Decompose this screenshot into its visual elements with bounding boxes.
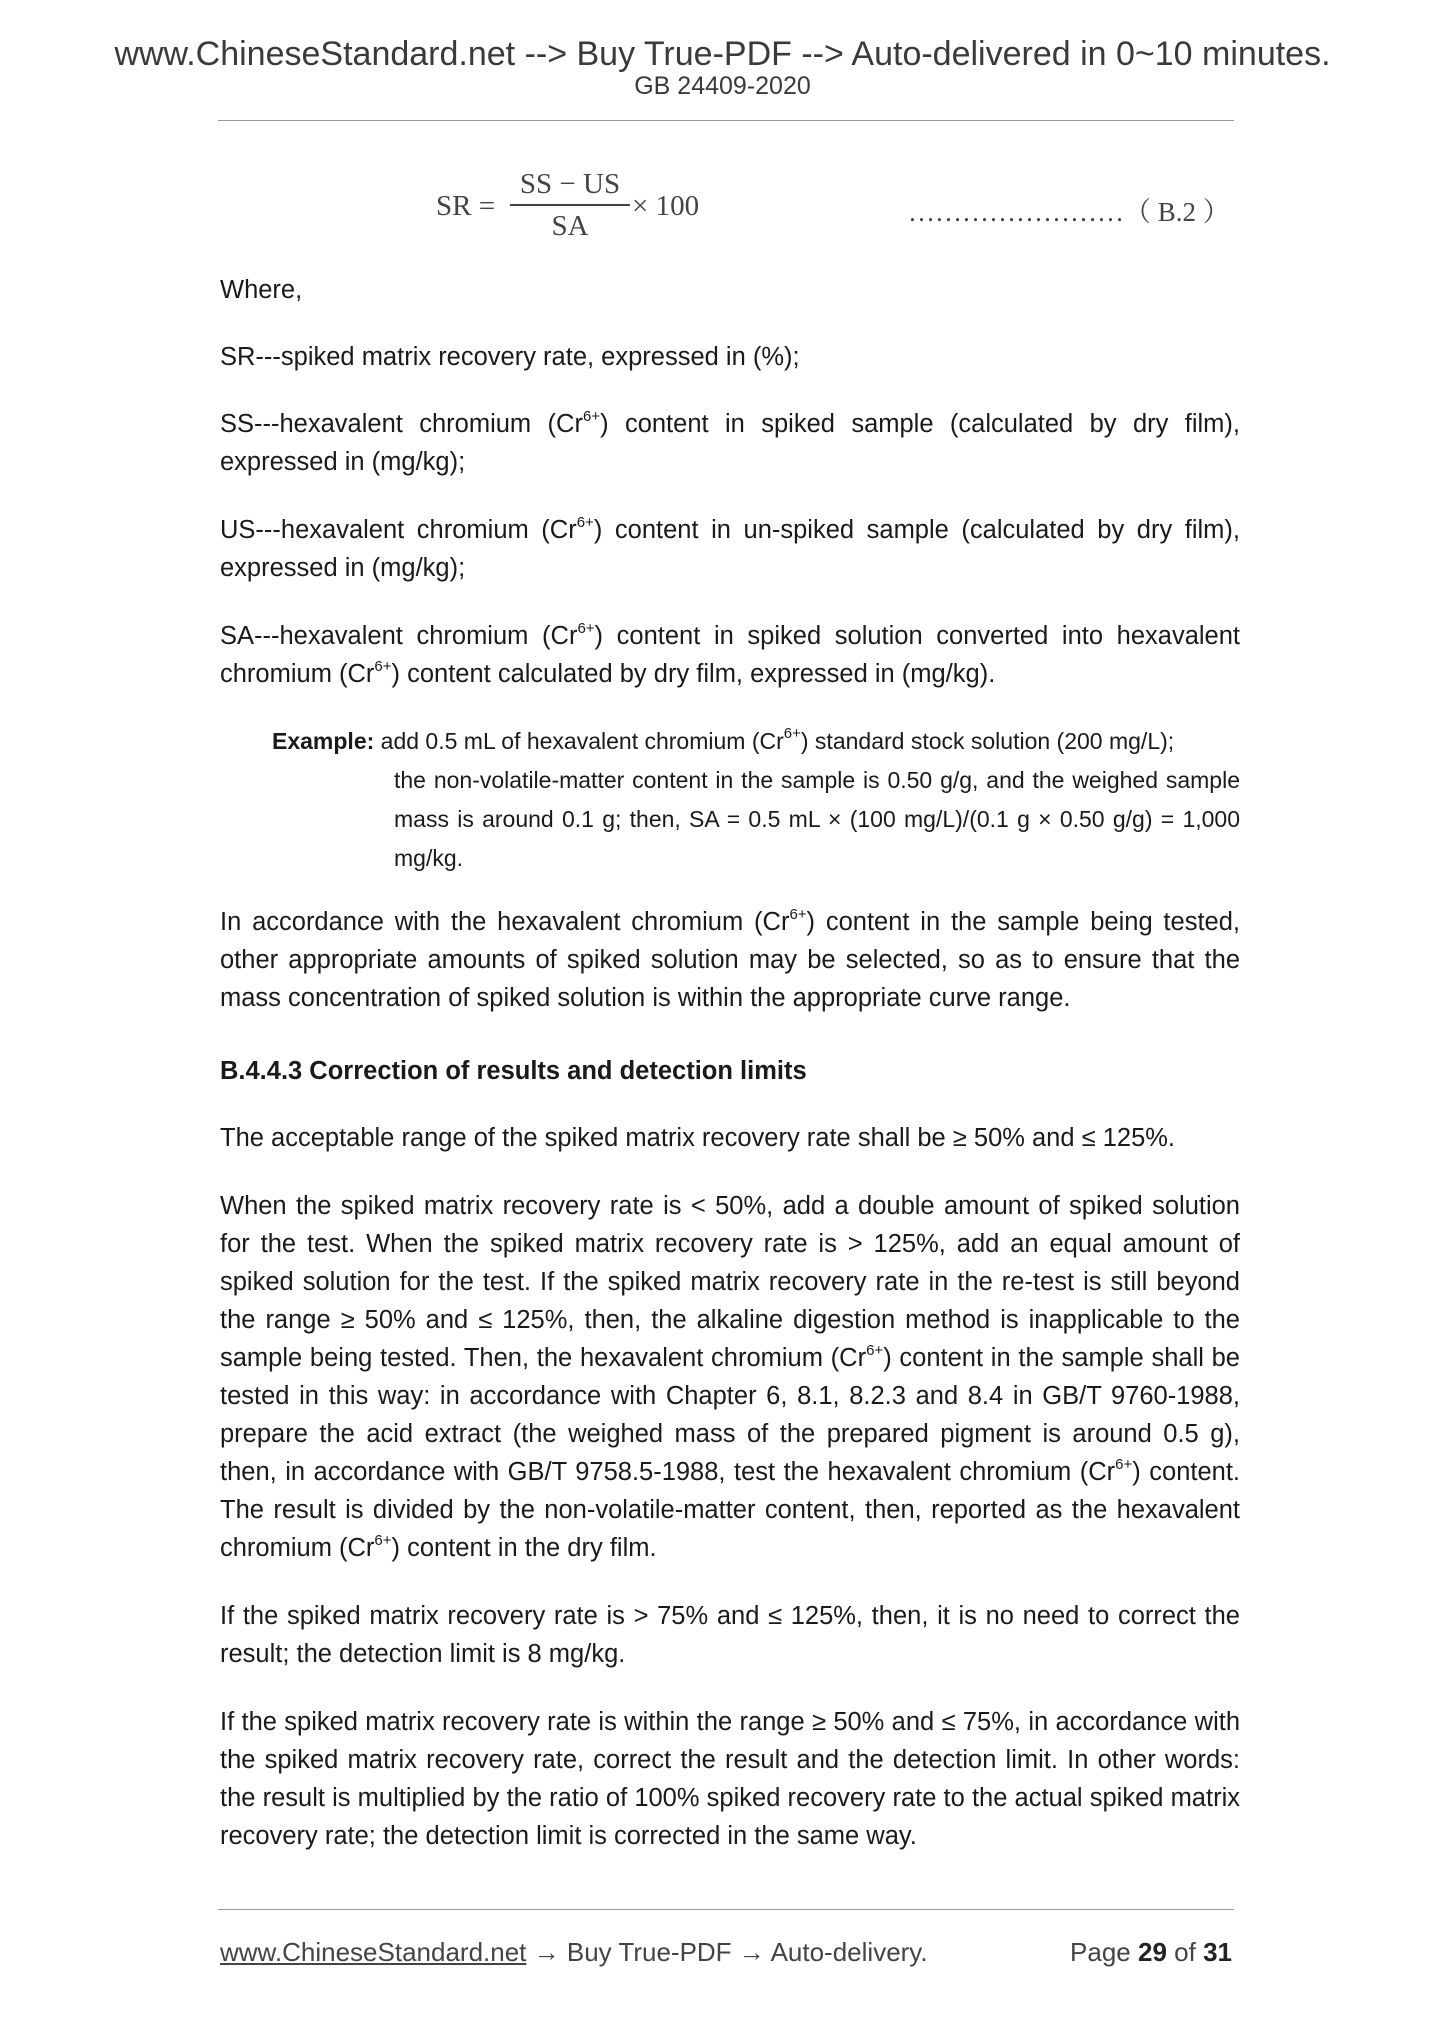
us-definition: US---hexavalent chromium $(Cr^{6+})$ content in un-spiked sample (calculated by dry film), expressed in (mg/kg); — [220, 513, 1241, 582]
formula-denominator: SA — [551, 210, 589, 242]
ss-definition: SS---hexavalent chromium $(Cr^{6+})$ content in spiked sample (calculated by dry film), expressed in (mg/kg); — [220, 407, 1240, 476]
accordance-paragraph: In accordance with the hexavalent chromium $(Cr^{6+})$ content in the sample being tested, other appropriate amounts of spiked solution may be selected, so as to ensure that the mass concentration of spiked solution is within the appropriate curve range. — [220, 905, 1240, 1012]
banner: www.ChineseStandard.net --> Buy True-PDF --> Auto-delivered in 0~10 minutes. — [114, 35, 1331, 73]
formula-numerator: SS − US — [519, 168, 621, 200]
example-label: Example: — [272, 728, 375, 754]
section-heading: B.4.4.3 Correction of results and detection limits — [220, 1057, 807, 1085]
example-continuation: the non-volatile-matter content in the sample is 0.50 g/g, and the weighed sample mass is around 0.1 g; then, SA = 0.5 mL × (100 mg/L)/(0.1 g × 0.50 g/g) = 1,000 mg/kg. — [394, 767, 1240, 871]
example-note — [272, 722, 1240, 878]
acceptable-range: The acceptable range of the spiked matrix recovery rate shall be ≥ 50% and ≤ 125%. — [220, 1124, 1176, 1152]
sa-definition: SA---hexavalent chromium $(Cr^{6+})$ content in spiked solution converted into hexavalent chromium $(Cr^{6+})$ content calculated by dry film, expressed in (mg/kg). — [220, 619, 1240, 688]
if-50-paragraph: If the spiked matrix recovery rate is within the range ≥ 50% and ≤ 75%, in accordance with the spiked matrix recovery rate, correct the result and the detection limit. In other words: the result is multiplied by the ratio of 100% spiked recovery rate to the actual spiked matrix recovery rate; the detection limit is corrected in the same way. — [220, 1708, 1240, 1850]
page-indicator: Page 29 of 31 — [1070, 1937, 1232, 1967]
formula-lhs: SR = — [436, 190, 496, 222]
equation-reference: ……………………（ B.2 ） — [908, 197, 1230, 227]
when-paragraph: When the spiked matrix recovery rate is < 50%, add a double amount of spiked solution for the test. When the spiked matrix recovery rate is > 125%, add an equal amount of spiked solution for the test. If the spiked matrix recovery rate in the re-test is still beyond the range ≥ 50% and ≤ 125%, then, the alkaline digestion method is inapplicable to the sample being tested. Then, the hexavalent chromium $(Cr^{6+})$ content in the sample shall be tested in this way: in accordance with Chapter 6, 8.1, 8.2.3 and 8.4 in GB/T 9760-1988, prepare the acid extract (the weighed mass of the prepared pigment is around 0.5 g), then, in accordance with GB/T 9758.5-1988, test the hexavalent chromium $(Cr^{6+})$ content. The result is divided by the non-volatile-matter content, then, reported as the hexavalent chromium $(Cr^{6+})$ content in the dry film. — [220, 1192, 1240, 1562]
page-number: 29 — [1138, 1937, 1167, 1967]
page-total: 31 — [1203, 1937, 1232, 1967]
if-75-paragraph: If the spiked matrix recovery rate is > 75% and ≤ 125%, then, it is no need to correct the result; the detection limit is 8 mg/kg. — [220, 1602, 1240, 1668]
where-label: Where, — [220, 276, 303, 304]
footer-divider — [218, 1909, 1234, 1910]
formula-rhs: × 100 — [632, 190, 700, 222]
sr-definition: SR---spiked matrix recovery rate, expressed in (%); — [220, 343, 800, 371]
fraction-bar — [510, 204, 630, 206]
header-divider — [218, 120, 1234, 121]
standard-number: GB 24409-2020 — [634, 72, 811, 100]
footer-link[interactable]: www.ChineseStandard.net — [220, 1937, 527, 1967]
formula-fraction — [510, 166, 630, 244]
footer-left: www.ChineseStandard.net → Buy True-PDF → Auto-delivery. — [220, 1937, 928, 1967]
example-first-line: Example: add 0.5 mL of hexavalent chromium $(Cr^{6+})$ standard stock solution (200 mg/L); — [272, 725, 1175, 754]
